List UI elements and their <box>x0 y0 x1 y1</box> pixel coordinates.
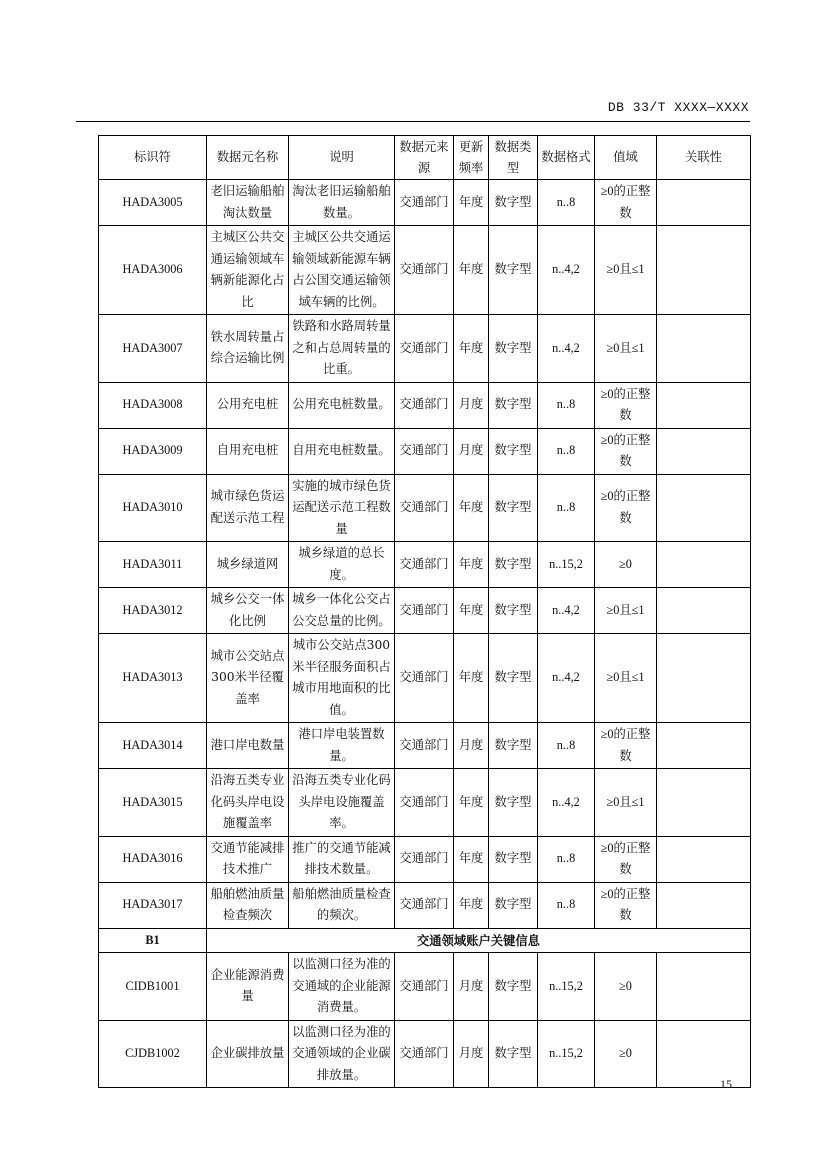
element-name-cell: 城市绿色货运配送示范工程 <box>207 474 289 542</box>
table-row <box>99 953 751 1021</box>
identifier-cell: HADA3016 <box>99 836 207 882</box>
source-cell: 交通部门 <box>395 542 454 588</box>
value-range-cell: ≥0且≤1 <box>595 769 657 837</box>
data-type-cell: 数字型 <box>489 836 538 882</box>
data-type-cell: 数字型 <box>489 382 538 428</box>
element-name-cell: 铁水周转量占综合运输比例 <box>207 315 289 383</box>
table-row <box>99 180 751 226</box>
element-name-cell: 城乡绿道网 <box>207 542 289 588</box>
frequency-cell: 年度 <box>454 542 489 588</box>
element-name-cell: 公用充电桩 <box>207 382 289 428</box>
table-row <box>99 428 751 474</box>
identifier-cell: HADA3005 <box>99 180 207 226</box>
identifier-cell: HADA3017 <box>99 882 207 928</box>
identifier-cell: CIDB1001 <box>99 953 207 1021</box>
source-cell: 交通部门 <box>395 836 454 882</box>
data-format-cell: n..8 <box>538 382 595 428</box>
value-range-cell: ≥0且≤1 <box>595 588 657 634</box>
table-row <box>99 882 751 928</box>
data-type-cell: 数字型 <box>489 428 538 474</box>
col-frequency: 更新频率 <box>454 136 489 180</box>
frequency-cell: 年度 <box>454 882 489 928</box>
data-type-cell: 数字型 <box>489 180 538 226</box>
description-cell: 铁路和水路周转量之和占总周转量的比重。 <box>289 315 395 383</box>
col-value-range: 值域 <box>595 136 657 180</box>
source-cell: 交通部门 <box>395 474 454 542</box>
element-name-cell: 老旧运输船舶淘汰数量 <box>207 180 289 226</box>
header-row <box>99 136 751 180</box>
section-title: 交通领域账户关键信息 <box>207 928 751 953</box>
relation-cell <box>657 882 751 928</box>
data-type-cell: 数字型 <box>489 953 538 1021</box>
data-type-cell: 数字型 <box>489 315 538 383</box>
description-cell: 以监测口径为准的交通领域的企业碳排放量。 <box>289 1020 395 1088</box>
data-type-cell: 数字型 <box>489 474 538 542</box>
identifier-cell: HADA3008 <box>99 382 207 428</box>
relation-cell <box>657 634 751 723</box>
table-row <box>99 836 751 882</box>
source-cell: 交通部门 <box>395 882 454 928</box>
data-format-cell: n..8 <box>538 474 595 542</box>
col-element-name: 数据元名称 <box>207 136 289 180</box>
description-cell: 沿海五类专业化码头岸电设施覆盖率。 <box>289 769 395 837</box>
frequency-cell: 年度 <box>454 180 489 226</box>
relation-cell <box>657 953 751 1021</box>
section-row <box>99 928 751 953</box>
element-name-cell: 自用充电桩 <box>207 428 289 474</box>
identifier-cell: HADA3007 <box>99 315 207 383</box>
frequency-cell: 年度 <box>454 836 489 882</box>
data-type-cell: 数字型 <box>489 882 538 928</box>
data-type-cell: 数字型 <box>489 1020 538 1088</box>
frequency-cell: 年度 <box>454 634 489 723</box>
data-type-cell: 数字型 <box>489 226 538 315</box>
header-rule <box>76 121 750 122</box>
section-code: B1 <box>99 928 207 953</box>
description-cell: 自用充电桩数量。 <box>289 428 395 474</box>
data-type-cell: 数字型 <box>489 769 538 837</box>
frequency-cell: 月度 <box>454 723 489 769</box>
element-name-cell: 沿海五类专业化码头岸电设施覆盖率 <box>207 769 289 837</box>
data-type-cell: 数字型 <box>489 634 538 723</box>
description-cell: 公用充电桩数量。 <box>289 382 395 428</box>
description-cell: 港口岸电装置数量。 <box>289 723 395 769</box>
table-row <box>99 588 751 634</box>
frequency-cell: 年度 <box>454 769 489 837</box>
identifier-cell: HADA3014 <box>99 723 207 769</box>
value-range-cell: ≥0且≤1 <box>595 226 657 315</box>
element-name-cell: 企业能源消费量 <box>207 953 289 1021</box>
document-code: DB 33/T XXXX—XXXX <box>607 100 749 115</box>
table-row <box>99 315 751 383</box>
element-name-cell: 城乡公交一体化比例 <box>207 588 289 634</box>
frequency-cell: 年度 <box>454 226 489 315</box>
data-element-table <box>98 135 751 1088</box>
source-cell: 交通部门 <box>395 1020 454 1088</box>
data-format-cell: n..4,2 <box>538 588 595 634</box>
frequency-cell: 月度 <box>454 1020 489 1088</box>
element-name-cell: 主城区公共交通运输领域车辆新能源化占比 <box>207 226 289 315</box>
value-range-cell: ≥0的正整数 <box>595 428 657 474</box>
identifier-cell: HADA3010 <box>99 474 207 542</box>
element-name-cell: 船舶燃油质量检查频次 <box>207 882 289 928</box>
data-format-cell: n..4,2 <box>538 315 595 383</box>
frequency-cell: 年度 <box>454 588 489 634</box>
col-data-format: 数据格式 <box>538 136 595 180</box>
identifier-cell: HADA3013 <box>99 634 207 723</box>
value-range-cell: ≥0且≤1 <box>595 315 657 383</box>
frequency-cell: 年度 <box>454 474 489 542</box>
value-range-cell: ≥0的正整数 <box>595 723 657 769</box>
data-format-cell: n..4,2 <box>538 769 595 837</box>
data-format-cell: n..8 <box>538 723 595 769</box>
source-cell: 交通部门 <box>395 634 454 723</box>
data-format-cell: n..8 <box>538 836 595 882</box>
description-cell: 淘汰老旧运输船舶数量。 <box>289 180 395 226</box>
description-cell: 城乡绿道的总长度。 <box>289 542 395 588</box>
data-format-cell: n..8 <box>538 428 595 474</box>
frequency-cell: 月度 <box>454 382 489 428</box>
source-cell: 交通部门 <box>395 382 454 428</box>
relation-cell <box>657 836 751 882</box>
source-cell: 交通部门 <box>395 315 454 383</box>
identifier-cell: HADA3006 <box>99 226 207 315</box>
identifier-cell: HADA3009 <box>99 428 207 474</box>
data-format-cell: n..8 <box>538 882 595 928</box>
identifier-cell: HADA3015 <box>99 769 207 837</box>
data-type-cell: 数字型 <box>489 588 538 634</box>
description-cell: 推广的交通节能减排技术数量。 <box>289 836 395 882</box>
table-row <box>99 474 751 542</box>
source-cell: 交通部门 <box>395 226 454 315</box>
table-header <box>99 136 751 180</box>
relation-cell <box>657 315 751 383</box>
data-format-cell: n..15,2 <box>538 953 595 1021</box>
frequency-cell: 月度 <box>454 953 489 1021</box>
element-name-cell: 企业碳排放量 <box>207 1020 289 1088</box>
relation-cell <box>657 1020 751 1088</box>
source-cell: 交通部门 <box>395 953 454 1021</box>
relation-cell <box>657 382 751 428</box>
data-format-cell: n..4,2 <box>538 226 595 315</box>
relation-cell <box>657 723 751 769</box>
table-row <box>99 723 751 769</box>
value-range-cell: ≥0 <box>595 953 657 1021</box>
value-range-cell: ≥0的正整数 <box>595 382 657 428</box>
value-range-cell: ≥0且≤1 <box>595 634 657 723</box>
col-identifier: 标识符 <box>99 136 207 180</box>
value-range-cell: ≥0的正整数 <box>595 474 657 542</box>
table-row <box>99 382 751 428</box>
description-cell: 实施的城市绿色货运配送示范工程数量 <box>289 474 395 542</box>
element-name-cell: 城市公交站点300米半径覆盖率 <box>207 634 289 723</box>
col-relation: 关联性 <box>657 136 751 180</box>
table-row <box>99 769 751 837</box>
col-description: 说明 <box>289 136 395 180</box>
description-cell: 主城区公共交通运输领域新能源车辆占公国交通运输领域车辆的比例。 <box>289 226 395 315</box>
description-cell: 以监测口径为准的交通域的企业能源消费量。 <box>289 953 395 1021</box>
col-data-type: 数据类型 <box>489 136 538 180</box>
data-format-cell: n..15,2 <box>538 1020 595 1088</box>
data-format-cell: n..15,2 <box>538 542 595 588</box>
relation-cell <box>657 769 751 837</box>
relation-cell <box>657 588 751 634</box>
col-source: 数据元来源 <box>395 136 454 180</box>
table-row <box>99 634 751 723</box>
element-name-cell: 港口岸电数量 <box>207 723 289 769</box>
relation-cell <box>657 180 751 226</box>
identifier-cell: CJDB1002 <box>99 1020 207 1088</box>
value-range-cell: ≥0的正整数 <box>595 882 657 928</box>
data-format-cell: n..8 <box>538 180 595 226</box>
relation-cell <box>657 542 751 588</box>
element-name-cell: 交通节能减排技术推广 <box>207 836 289 882</box>
identifier-cell: HADA3012 <box>99 588 207 634</box>
table-body <box>99 180 751 1088</box>
source-cell: 交通部门 <box>395 428 454 474</box>
source-cell: 交通部门 <box>395 769 454 837</box>
frequency-cell: 年度 <box>454 315 489 383</box>
data-format-cell: n..4,2 <box>538 634 595 723</box>
frequency-cell: 月度 <box>454 428 489 474</box>
source-cell: 交通部门 <box>395 723 454 769</box>
source-cell: 交通部门 <box>395 588 454 634</box>
source-cell: 交通部门 <box>395 180 454 226</box>
data-type-cell: 数字型 <box>489 723 538 769</box>
relation-cell <box>657 226 751 315</box>
relation-cell <box>657 428 751 474</box>
description-cell: 城乡一体化公交占公交总量的比例。 <box>289 588 395 634</box>
value-range-cell: ≥0的正整数 <box>595 836 657 882</box>
data-type-cell: 数字型 <box>489 542 538 588</box>
description-cell: 船舶燃油质量检查的频次。 <box>289 882 395 928</box>
value-range-cell: ≥0 <box>595 1020 657 1088</box>
description-cell: 城市公交站点300米半径服务面积占城市用地面积的比值。 <box>289 634 395 723</box>
identifier-cell: HADA3011 <box>99 542 207 588</box>
page-number: 15 <box>720 1077 732 1091</box>
value-range-cell: ≥0 <box>595 542 657 588</box>
table-row <box>99 542 751 588</box>
table-row <box>99 226 751 315</box>
table-row <box>99 1020 751 1088</box>
value-range-cell: ≥0的正整数 <box>595 180 657 226</box>
relation-cell <box>657 474 751 542</box>
